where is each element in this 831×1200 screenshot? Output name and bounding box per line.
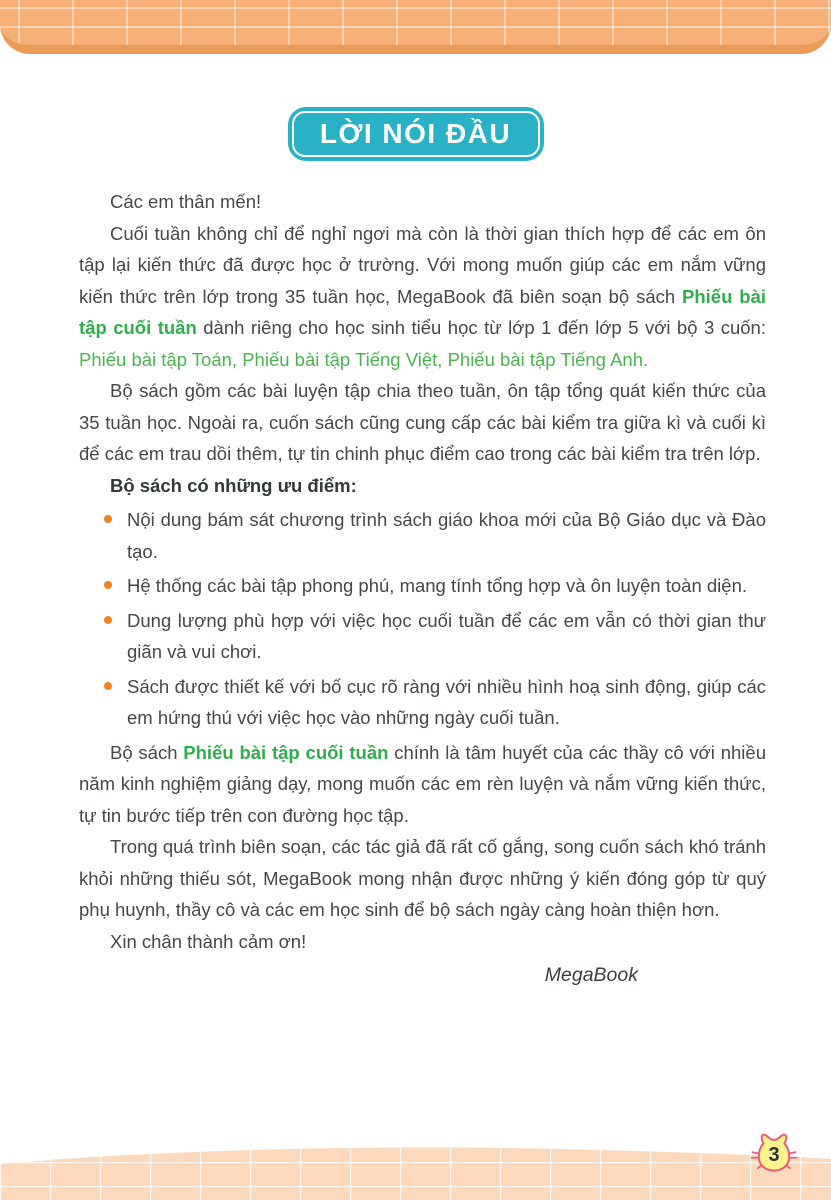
bullet-dot-icon <box>104 682 112 690</box>
page-number: 3 <box>768 1144 780 1166</box>
bullet-item <box>79 504 766 567</box>
bullet-dot-icon <box>104 581 112 589</box>
body-text: Bộ sách gồm các bài luyện tập chia theo tuần, ôn tập tổng quát kiến thức của 35 tuần học. Ngoài ra, cuốn sách cũng cung cấp các bài kiểm tra giữa kì và cuối kì để các em trau dồi thêm, tự tin chinh phục điểm cao trong các bài kiểm tra trên lớp. <box>79 380 766 464</box>
bullet-text: Hệ thống các bài tập phong phú, mang tính tổng hợp và ôn luyện toàn diện. <box>127 575 748 596</box>
highlighted-text: Phiếu bài tập Toán, Phiếu bài tập Tiếng Việt, Phiếu bài tập Tiếng Anh. <box>79 348 649 370</box>
body-text: Xin chân thành cảm ơn! <box>110 930 307 952</box>
paragraph <box>79 375 766 470</box>
bullet-item <box>79 605 766 668</box>
bullet-dot-icon <box>104 515 112 523</box>
body-text: chính là tâm huyết của các thầy cô với nhiều năm kinh nghiệm giảng dạy, mong muốn các em rèn luyện và nắm vững kiến thức, tự tin bước tiếp trên con đường học tập. <box>79 741 766 826</box>
bullet-item <box>79 671 766 734</box>
section-heading: Bộ sách có những ưu điểm: <box>110 474 357 496</box>
body-text: Các em thân mến! <box>110 191 262 212</box>
paragraph <box>79 737 766 832</box>
body-text: Bộ sách <box>110 741 184 763</box>
paragraph <box>79 926 766 958</box>
bullet-text: Nội dung bám sát chương trình sách giáo khoa mới của Bộ Giáo dục và Đào tạo. <box>127 509 766 562</box>
content-area <box>79 186 766 992</box>
paragraph <box>79 831 766 926</box>
signature: MegaBook <box>544 964 638 986</box>
page-number-badge <box>750 1132 798 1174</box>
body-text: Cuối tuần không chỉ để nghỉ ngơi mà còn là thời gian thích hợp để các em ôn tập lại kiến thức đã được học ở trường. Với mong muốn giúp các em nắm vững kiến thức trên lớp trong 35 tuần học, MegaBook đã biên soạn bộ sách <box>79 222 766 307</box>
top-decorative-band <box>0 0 831 54</box>
paragraph <box>79 186 766 218</box>
bullet-dot-icon <box>104 616 112 624</box>
bottom-decorative-band <box>0 1138 831 1200</box>
bullet-item <box>79 570 766 602</box>
bullet-text: Dung lượng phù hợp với việc học cuối tuần để các em vẫn có thời gian thư giãn và vui chơi. <box>127 609 766 662</box>
page-title: LỜI NÓI ĐẦU <box>319 118 512 149</box>
highlighted-text: Phiếu bài tập cuối tuần <box>183 741 389 763</box>
page-title-badge <box>288 107 544 161</box>
body-text: dành riêng cho học sinh tiểu học từ lớp 1 đến lớp 5 với bộ 3 cuốn: <box>196 317 766 338</box>
highlighted-text: Phiếu bài tập cuối tuần <box>79 285 766 338</box>
body-text: Trong quá trình biên soạn, các tác giả đã rất cố gắng, song cuốn sách khó tránh khỏi những thiếu sót, MegaBook mong nhận được những ý kiến đóng góp từ quý phụ huynh, thầy cô và các em học sinh để bộ sách ngày càng hoàn thiện hơn. <box>79 836 766 920</box>
bullet-text: Sách được thiết kế với bố cục rõ ràng với nhiều hình hoạ sinh động, giúp các em hứng thú với việc học vào những ngày cuối tuần. <box>127 675 766 728</box>
paragraph <box>79 218 766 376</box>
